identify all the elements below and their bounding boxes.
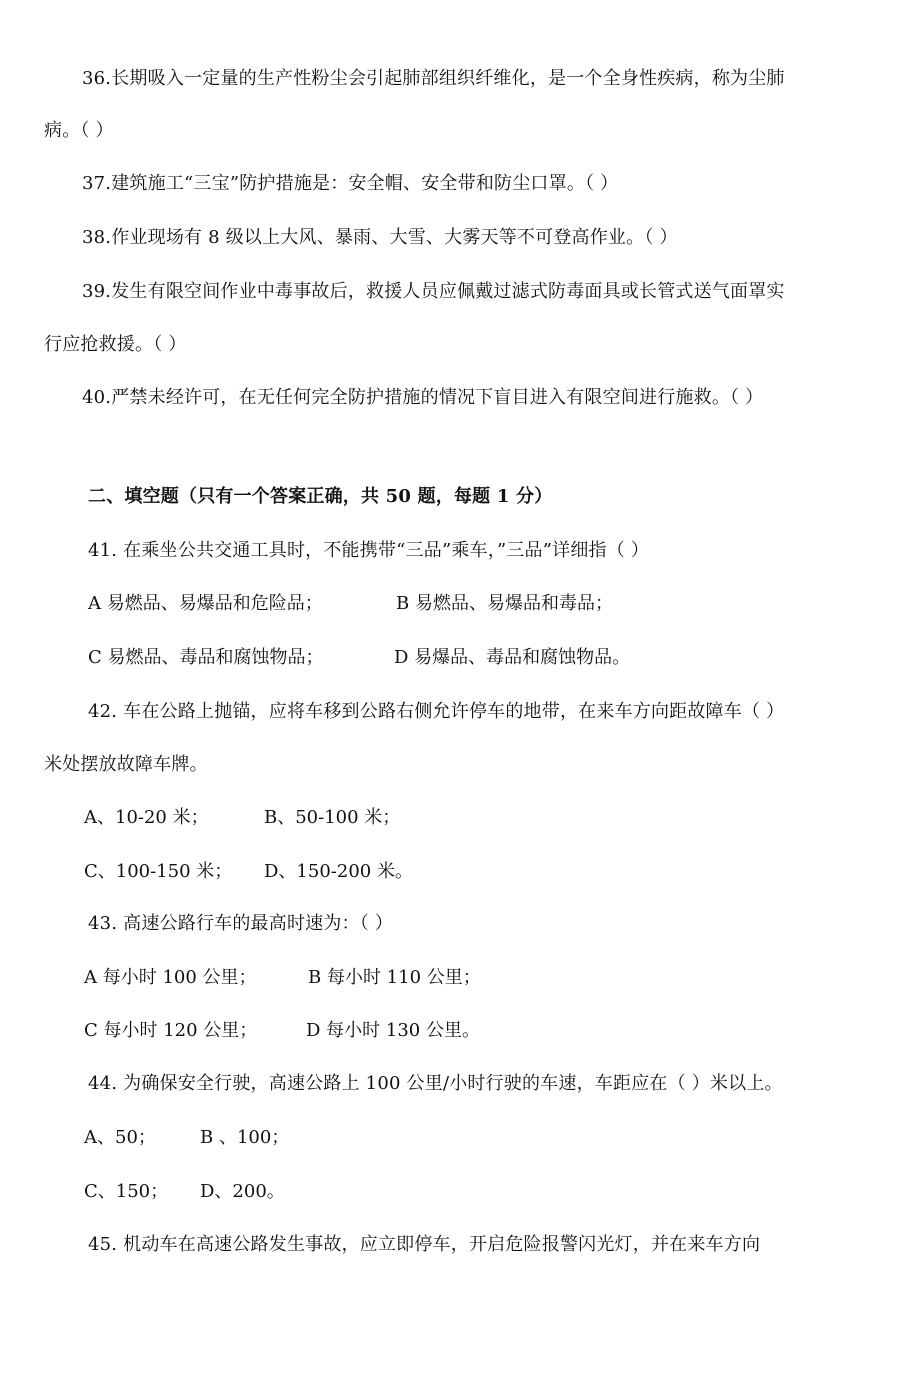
question-36-line-2: 病。（ ） (44, 120, 114, 141)
question-42-option-d: D、150-200 米。 (264, 861, 413, 882)
question-41-option-d: D 易爆品、毒品和腐蚀物品。 (394, 647, 631, 668)
question-41-option-a: A 易燃品、易爆品和危险品； (88, 593, 323, 614)
question-43-stem: 43. 高速公路行车的最高时速为：（ ） (88, 913, 394, 934)
question-44-option-d: D、200。 (200, 1181, 285, 1202)
question-41-option-c: C 易燃品、毒品和腐蚀物品； (88, 647, 324, 668)
question-42-option-b: B、50-100 米； (264, 807, 401, 828)
question-43-option-b: B 每小时 110 公里； (308, 967, 481, 988)
question-40: 40.严禁未经许可，在无任何完全防护措施的情况下盲目进入有限空间进行施救。（ ） (82, 387, 764, 408)
question-44-option-a: A、50； (84, 1127, 156, 1148)
question-42-option-a: A、10-20 米； (84, 807, 209, 828)
question-42-stem-line-1: 42. 车在公路上抛锚，应将车移到公路右侧允许停车的地带，在来车方向距故障车（ ） (88, 701, 785, 722)
question-44-option-c: C、150； (84, 1181, 169, 1202)
question-39-line-2: 行应抢救援。（ ） (44, 334, 187, 355)
question-36-line-1: 36.长期吸入一定量的生产性粉尘会引起肺部组织纤维化，是一个全身性疾病，称为尘肺 (82, 68, 785, 89)
question-43-option-d: D 每小时 130 公里。 (306, 1020, 480, 1041)
question-38: 38.作业现场有 8 级以上大风、暴雨、大雪、大雾天等不可登高作业。（ ） (82, 227, 678, 248)
question-44-stem: 44. 为确保安全行驶，高速公路上 100 公里/小时行驶的车速，车距应在（ ）米以上。 (88, 1073, 783, 1094)
question-43-option-c: C 每小时 120 公里； (84, 1020, 258, 1041)
question-42-option-c: C、100-150 米； (84, 861, 233, 882)
question-39-line-1: 39.发生有限空间作业中毒事故后，救援人员应佩戴过滤式防毒面具或长管式送气面罩实 (82, 281, 785, 302)
question-43-option-a: A 每小时 100 公里； (84, 967, 257, 988)
question-45-stem-line-1: 45. 机动车在高速公路发生事故，应立即停车，开启危险报警闪光灯，并在来车方向 (88, 1234, 761, 1255)
question-41-stem: 41. 在乘坐公共交通工具时，不能携带“三品”乘车，”三品”详细指（ ） (88, 540, 650, 561)
question-41-option-b: B 易燃品、易爆品和毒品； (396, 593, 613, 614)
question-42-stem-line-2: 米处摆放故障车牌。 (44, 754, 208, 775)
question-44-option-b: B 、100； (200, 1127, 290, 1148)
question-37: 37.建筑施工“三宝”防护措施是：安全帽、安全带和防尘口罩。（ ） (82, 173, 619, 194)
section-heading-fill-in: 二、填空题（只有一个答案正确，共 50 题，每题 1 分） (88, 486, 553, 507)
